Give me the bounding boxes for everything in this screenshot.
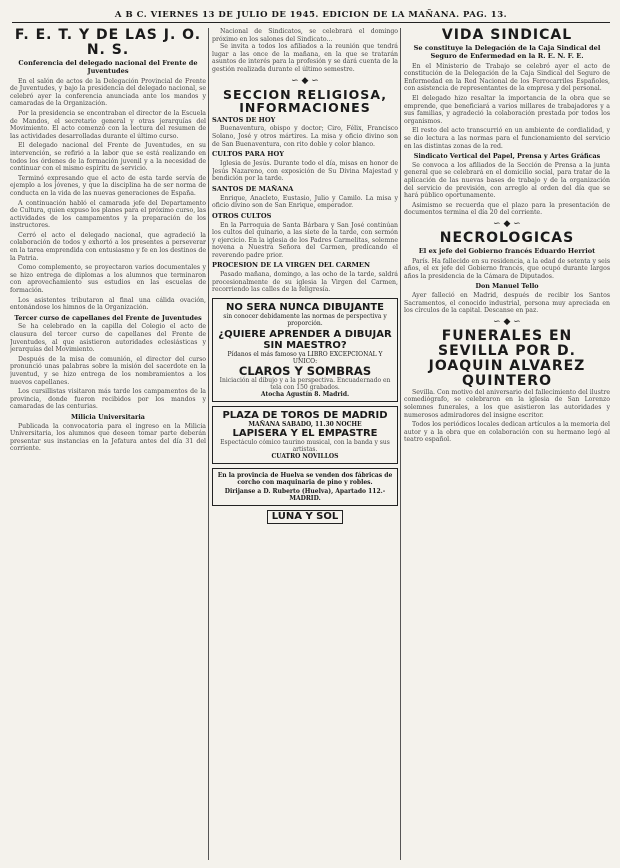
col1-subtitle: Conferencia del delegado nacional del Frente de Juventudes [18, 59, 198, 75]
santos-manana-text: Enrique, Anacleto, Eustasio, Julio y Camilo. La misa y oficio divino son de San Enrique, emperador. [212, 194, 398, 210]
religious-section-title: SECCION RELIGIOSA, INFORMACIONES [223, 86, 387, 115]
ad-lunaysol-wrap [212, 510, 398, 524]
ad-toros-cast: CUATRO NOVILLOS [271, 453, 339, 461]
col1-body-2: Se ha celebrado en la capilla del Colegio el acto de clausura del tercer curso de capellanes del Frente de Juventudes, al que asistieron autoridades eclesiásticas y jerarquías del Movimiento. Después de la misa de comunión, el director del curso pronunció unas palabras sobre la misión del sacerdote en la juventud, y se hizo entrega de los nombramientos a los nuevos capellanes. Los cursillistas visitaron más tarde los campamentos de la provincia, donde fueron recibidos por los mandos y camaradas de las centurias. [10, 323, 206, 411]
necro-title: NECROLOGICAS [439, 229, 575, 246]
ad-aprender-title: ¿QUIERE APRENDER A DIBUJAR SIN MAESTRO? [218, 329, 392, 352]
cultos-hoy-heading: CULTOS PARA HOY [212, 150, 284, 159]
funerales-title: FUNERALES EN SEVILLA POR D. JOAQUIN ALVAREZ QUINTERO [428, 327, 586, 389]
ad-book-title: CLAROS Y SOMBRAS [238, 364, 372, 379]
ornament: ∽ ◆ ∽ [291, 75, 319, 86]
ad-book-desc: Iniciación al dibujo y a la perspectiva. Encuadernado en tela con 150 grabados. [219, 377, 391, 392]
page-header: A B C. VIERNES 13 DE JULIO DE 1945. EDICION DE LA MAÑANA. PAG. 13. [12, 10, 610, 23]
otros-cultos-heading: OTROS CULTOS [212, 211, 272, 220]
ornament: ∽ ◆ ∽ [493, 316, 521, 327]
col3-body-2: Se convoca a los afiliados de la Sección de Prensa a la junta general que se celebrará en el domicilio social, para tratar de la aplicación de las nuevas bases de trabajo y de la organización del servicio de previsión, con arreglo al orden del día que se hará público oportunamente. Asimismo se recuerda que el plazo para la presentación de documentos termina el día 20 del corriente. [404, 161, 610, 217]
procesion-text: Pasado mañana, domingo, a las ocho de la tarde, saldrá procesionalmente de su iglesia la Virgen del Carmen, recorriendo las calles de la feligresía. [212, 271, 398, 294]
col1-subhead-3: Milicia Universitaria [71, 412, 145, 421]
column-rule [208, 28, 209, 860]
ad-dibujante-title: NO SERA NUNCA DIBUJANTE [226, 302, 384, 314]
santos-hoy-text: Buenaventura, obispo y doctor; Ciro, Félix, Francisco Solano, José y otros mártires. La misa y oficio divino son de San Buenaventura, con rito doble y color blanco. [212, 125, 398, 148]
column-rule [400, 28, 401, 860]
column-2 [212, 28, 398, 860]
ad-corcho [212, 468, 398, 506]
funerales-body: Sevilla. Con motivo del aniversario del fallecimiento del ilustre comediógrafo, se celebraron en la iglesia de San Lorenzo solemnes funerales, a los que asistieron las autoridades y numerosos admiradores del insigne escritor. Todos los periódicos locales dedican artículos a la memoria del autor y a la obra que en colaboración con su hermano legó al teatro español. [404, 388, 610, 444]
ad-toros-date: MAÑANA SABADO, 11.30 NOCHE [248, 421, 362, 429]
procesion-heading: PROCESION DE LA VIRGEN DEL CARMEN [212, 261, 370, 270]
ad-toros [212, 406, 398, 464]
ad-aprender-sub: Pídanos el más famoso ya LIBRO EXCEPCIONAL Y UNICO: [227, 351, 383, 366]
col3-body: En el Ministerio de Trabajo se celebró ayer el acto de constitución de la Delegación de la Caja Sindical del Seguro de Enfermedad en la Red Nacional de los Ferrocarriles Españoles, con asistencia de representantes de la empresa y del personal. El delegado hizo resaltar la importancia de la obra que se emprende, que beneficiará a varios millares de trabajadores y a sus familias, y agradeció la colaboración prestada por todos los organismos. El resto del acto transcurrió en un ambiente de cordialidad, y se dio lectura a las normas para el funcionamiento del servicio en las distintas zonas de la red. [404, 62, 610, 150]
ad-book-address: Atocha Agustín 8. Madrid. [260, 391, 350, 399]
col2-top-body: Se invita a todos los afiliados a la reunión que tendrá lugar a las once de la mañana, en la que se tratarán asuntos de interés para la profesión y se dará cuenta de la gestión realizada durante el último semestre. [212, 43, 398, 73]
ad-corcho-contact: Dirijanse a D. Ruberto (Huelva), Apartado 112.-MADRID. [224, 488, 386, 503]
ad-toros-show: LAPISERA Y EL EMPASTRE [232, 428, 378, 440]
ad-corcho-text: En la provincia de Huelva se venden dos fábricas de corcho con maquinaria de pino y robles. [217, 472, 393, 487]
col1-subhead-2: Tercer curso de capellanes del Frente de Juventudes [14, 313, 202, 322]
necro-body: París. Ha fallecido en su residencia, a la edad de setenta y seis años, el ex jefe del Gobierno francés, que ocupó durante largos años la presidencia de la Cámara de Diputados. [404, 257, 610, 280]
col1-body-3: Publicada la convocatoria para el ingreso en la Milicia Universitaria, los alumnos que deseen tomar parte deberán presentar sus instancias en la Jefatura antes del día 31 del corriente. [10, 422, 206, 453]
necro-name: Don Manuel Tello [475, 282, 539, 291]
santos-hoy-heading: SANTOS DE HOY [212, 115, 276, 124]
col3-subhead-2: Sindicato Vertical del Papel, Prensa y Artes Gráficas [413, 152, 601, 161]
col2-top-text: Nacional de Sindicatos, se celebrará el domingo próximo en los salones del Sindicato... [212, 28, 398, 43]
col1-title: F. E. T. Y DE LAS J. O. N. S. [14, 28, 202, 58]
page-footer [0, 858, 620, 868]
col1-body: En el salón de actos de la Delegación Provincial de Frente de Juventudes, y bajo la presidencia del delegado nacional, se celebró ayer la conferencia anunciada ante los mandos y camaradas de la Organización. Por la presidencia se encontraban el director de la Escuela de Mandos, el secretario general y otras jerarquías del Movimiento. El acto comenzó con la lectura del resumen de las actividades desarrolladas durante el último curso. El delegado nacional del Frente de Juventudes, en su intervención, se refirió a la labor que se está realizando en todos los órdenes de la formación juvenil y a la necesidad de continuar con el mismo espíritu de servicio. Terminó expresando que el acto de esta tarde servía de ejemplo a los jóvenes, y que la disciplina ha de ser norma de conducta en la vida de las nuevas generaciones de España. A continuación habló el camarada jefe del Departamento de Cultura, quien expuso los planes para el próximo curso, las actividades de los campamentos y la preparación de los instructores. Cerró el acto el delegado nacional, que agradeció la colaboración de todos y exhortó a los presentes a perseverar en la tarea emprendida con entusiasmo y fe en los destinos de la Patria. Como complemento, se proyectaron varios documentales y se hizo entrega de diplomas a los alumnos que terminaron con aprovechamiento sus estudios en las escuelas de formación. Los asistentes tributaron al final una cálida ovación, entonándose los himnos de la Organización. [10, 77, 206, 312]
col3-subtitle: Se constituye la Delegación de la Caja Sindical del Seguro de Enfermedad en la R. E. N. F. E. [413, 44, 601, 60]
column-3 [404, 28, 610, 860]
ad-toros-desc: Espectáculo cómico taurino musical, con la banda y sus artistas. [220, 439, 390, 454]
necro-subtitle: El ex jefe del Gobierno francés Eduardo Herriot [418, 246, 596, 255]
ornament: ∽ ◆ ∽ [493, 218, 521, 229]
cultos-hoy-text: Iglesia de Jesús. Durante todo el día, misas en honor de Jesús Nazareno, con exposición de Su Divina Majestad y bendición por la tarde. [212, 159, 398, 183]
santos-manana-heading: SANTOS DE MAÑANA [212, 184, 294, 193]
column-1 [10, 28, 206, 860]
ad-toros-title: PLAZA DE TOROS DE MADRID [222, 410, 388, 422]
ad-dibujante [212, 298, 398, 402]
otros-cultos-text: En la Parroquia de Santa Bárbara y San José continúan los cultos del quinario, a las siete de la tarde, con sermón y ejercicio. En la iglesia de los Padres Carmelitas, solemne novena a Nuestra Señora del Carmen, predicando el reverendo padre prior. [212, 221, 398, 259]
ad-lunaysol: LUNA Y SOL [267, 510, 344, 524]
necro-name-body: Ayer falleció en Madrid, después de recibir los Santos Sacramentos, el conocido industrial, persona muy apreciada en los círculos de la capital. Descanse en paz. [404, 292, 610, 315]
ad-dibujante-text: sin conocer debidamente las normas de perspectiva y proporción. [223, 313, 387, 328]
col3-title: VIDA SINDICAL [441, 28, 573, 43]
